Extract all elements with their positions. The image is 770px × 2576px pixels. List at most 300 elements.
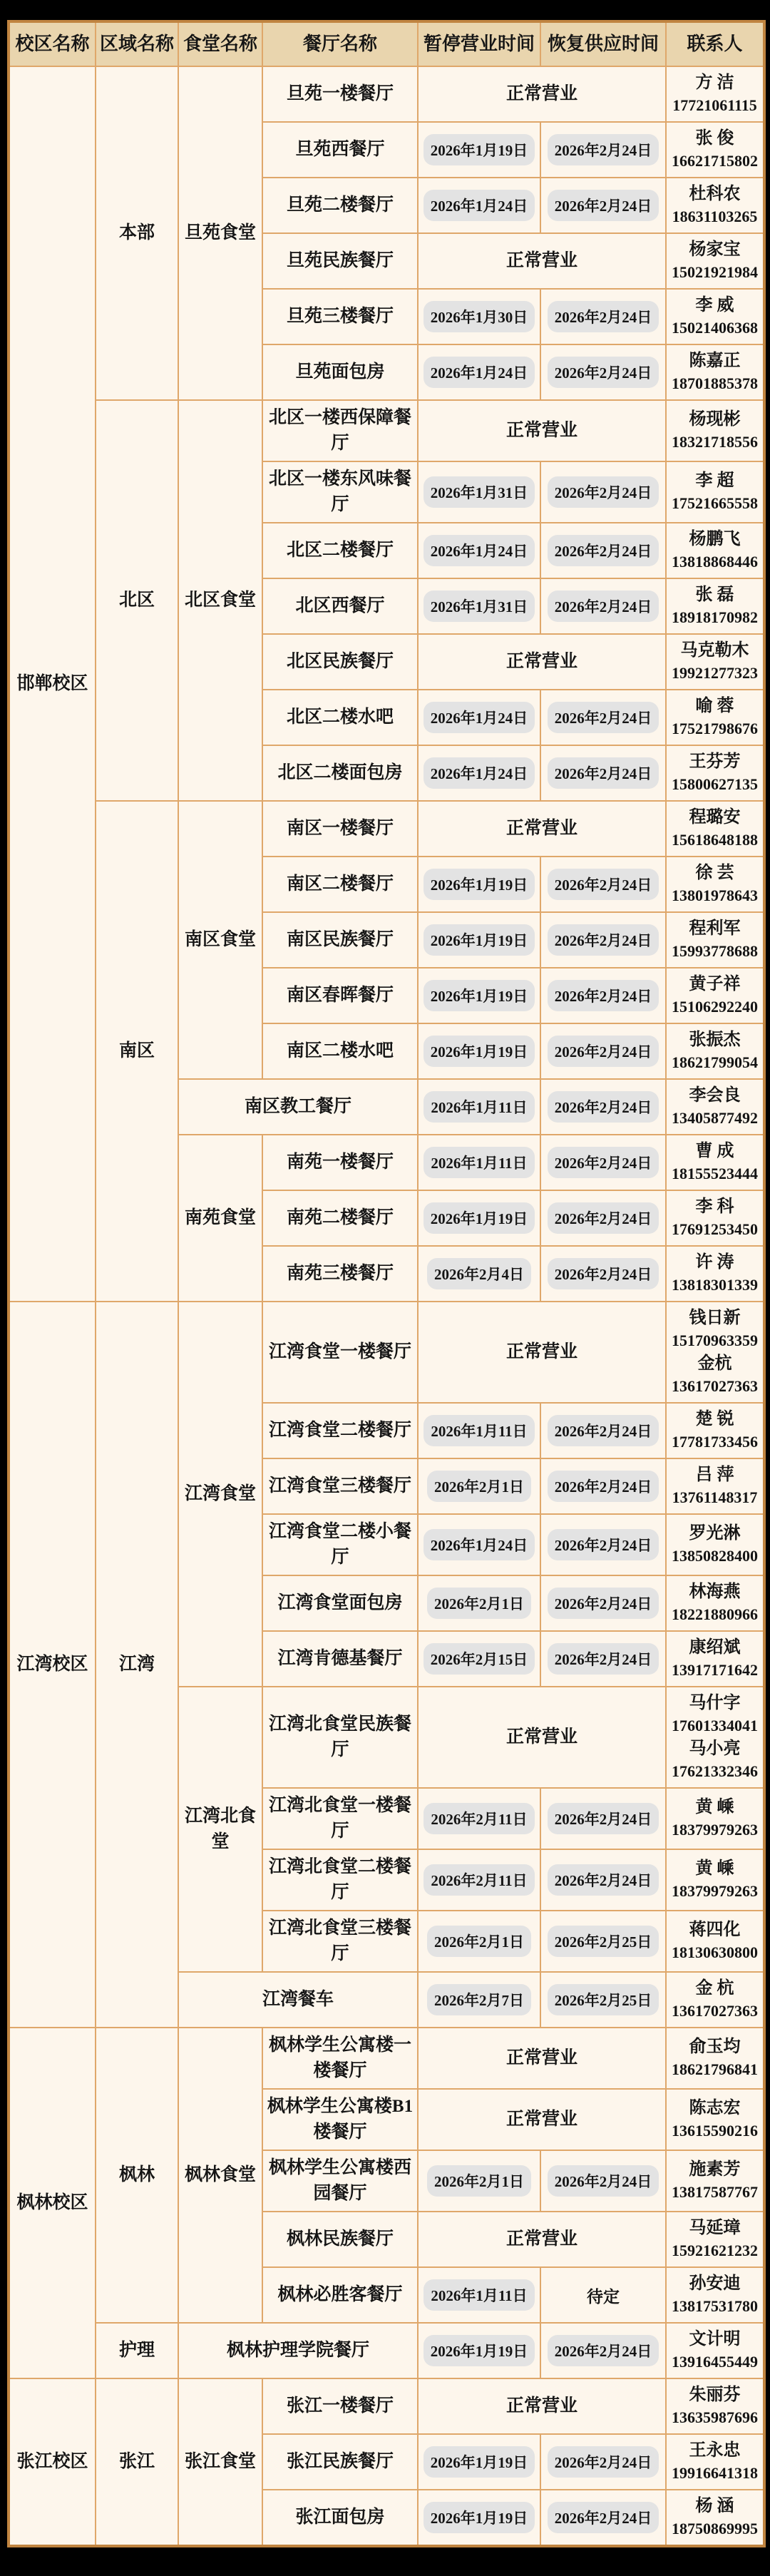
date-pill: 2026年1月19日: [423, 2446, 535, 2478]
canteen-name-cell: 南苑食堂: [178, 1135, 262, 1302]
region-name-cell: 江湾: [96, 1302, 178, 2028]
contact-name: 黄 嵊: [695, 1798, 734, 1816]
restaurant-name-cell: 枫林必胜客餐厅: [262, 2267, 418, 2323]
contact-name: 金 杭: [695, 1979, 734, 1998]
date-pill: 2026年2月24日: [548, 1864, 659, 1896]
contact-cell: [666, 400, 764, 461]
contact-name: 张 俊: [695, 129, 734, 148]
restaurant-name-cell: 北区民族餐厅: [262, 634, 418, 690]
contact-cell: [666, 2028, 764, 2089]
resume-date-cell: [540, 2150, 666, 2212]
resume-date-cell: [540, 1135, 666, 1190]
suspend-date-cell: [418, 968, 540, 1023]
contact-cell: [666, 1849, 764, 1911]
contact-phone: 17601334041: [672, 1717, 758, 1734]
contact-phone: 16621715802: [672, 152, 758, 170]
contact-phone: 13818301339: [672, 1276, 758, 1294]
date-pill: 2026年1月11日: [423, 1415, 534, 1446]
status-normal-cell: 正常营业: [418, 634, 666, 690]
canteen-name-cell: 张江食堂: [178, 2378, 262, 2546]
suspend-date-cell: [418, 2267, 540, 2323]
campus-name-cell: 枫林校区: [9, 2028, 96, 2378]
restaurant-name-cell: 南区民族餐厅: [262, 912, 418, 968]
contact-phone: 17781733456: [672, 1433, 758, 1451]
suspend-date-cell: [418, 1458, 540, 1514]
restaurant-name-cell: 南区春晖餐厅: [262, 968, 418, 1023]
canteen-name-cell: 江湾食堂: [178, 1302, 262, 1687]
date-pill: 2026年2月24日: [548, 869, 659, 900]
resume-date-cell: 待定: [540, 2267, 666, 2323]
date-pill: 2026年2月24日: [548, 134, 659, 165]
restaurant-name-cell: 南区教工餐厅: [178, 1079, 418, 1135]
status-normal-cell: 正常营业: [418, 66, 666, 122]
contact-phone: 17721061115: [672, 96, 757, 114]
date-pill: 2026年2月24日: [548, 2446, 659, 2478]
restaurant-name-cell: 江湾北食堂一楼餐厅: [262, 1788, 418, 1849]
suspend-date-cell: [418, 1631, 540, 1687]
suspend-date-cell: [418, 1575, 540, 1631]
date-pill: 2026年1月31日: [423, 591, 535, 622]
canteen-table: [7, 20, 766, 2547]
contact-name: 程璐安: [689, 808, 741, 827]
contact-name: 吕 萍: [695, 1466, 734, 1484]
date-pill: 2026年2月24日: [548, 757, 659, 789]
column-header: 餐厅名称: [262, 21, 418, 66]
date-pill: 2026年1月19日: [423, 1036, 535, 1067]
restaurant-name-cell: 南区二楼水吧: [262, 1023, 418, 1079]
date-pill: 2026年2月24日: [548, 357, 659, 388]
date-pill: 2026年1月30日: [423, 301, 535, 332]
contact-phone: 18918170982: [672, 608, 758, 626]
contact-cell: [666, 745, 764, 801]
contact-name: 王永忠: [689, 2441, 741, 2460]
contact-phone: 13817587767: [672, 2183, 758, 2201]
campus-name-cell: 邯郸校区: [9, 66, 96, 1302]
contact-cell: [666, 289, 764, 344]
restaurant-name-cell: 张江一楼餐厅: [262, 2378, 418, 2434]
contact-name: 孙安迪: [689, 2274, 741, 2293]
contact-name: 朱丽芬: [689, 2386, 741, 2404]
contact-phone: 15170963359: [672, 1332, 758, 1349]
contact-name: 马小亮: [689, 1739, 741, 1758]
restaurant-name-cell: 江湾北食堂民族餐厅: [262, 1687, 418, 1788]
contact-cell: [666, 912, 764, 968]
suspend-date-cell: [418, 1849, 540, 1911]
contact-cell: [666, 2378, 764, 2434]
restaurant-name-cell: 旦苑三楼餐厅: [262, 289, 418, 344]
suspend-date-cell: [418, 1079, 540, 1135]
date-pill: 2026年1月19日: [423, 980, 535, 1011]
contact-phone: 18750869995: [672, 2520, 758, 2537]
resume-date-cell: [540, 1246, 666, 1302]
date-pill: 2026年1月24日: [423, 1529, 535, 1560]
contact-cell: [666, 1972, 764, 2028]
restaurant-name-cell: 江湾食堂一楼餐厅: [262, 1302, 418, 1403]
contact-phone: 17521798676: [672, 720, 758, 737]
suspend-date-cell: [418, 122, 540, 178]
region-name-cell: 北区: [96, 400, 178, 801]
date-pill: 2026年1月19日: [423, 2335, 535, 2366]
suspend-date-cell: [418, 578, 540, 634]
date-pill: 2026年2月24日: [548, 1471, 659, 1502]
contact-phone: 13850828400: [672, 1547, 758, 1565]
contact-phone: 18221880966: [672, 1605, 758, 1623]
canteen-name-cell: 南区食堂: [178, 801, 262, 1079]
resume-date-cell: [540, 2323, 666, 2378]
suspend-date-cell: [418, 1788, 540, 1849]
contact-name: 黄子祥: [689, 975, 741, 993]
suspend-date-cell: [418, 2150, 540, 2212]
contact-cell: [666, 178, 764, 233]
date-pill: 2026年2月24日: [548, 980, 659, 1011]
contact-cell: [666, 1190, 764, 1246]
date-pill: 2026年2月24日: [548, 1588, 659, 1619]
restaurant-name-cell: 张江民族餐厅: [262, 2434, 418, 2490]
contact-cell: [666, 634, 764, 690]
contact-name: 罗光淋: [689, 1524, 741, 1543]
contact-phone: 13817531780: [672, 2297, 758, 2315]
restaurant-name-cell: 江湾食堂面包房: [262, 1575, 418, 1631]
restaurant-name-cell: 南苑一楼餐厅: [262, 1135, 418, 1190]
table-row: [9, 400, 764, 461]
contact-cell: [666, 1246, 764, 1302]
contact-cell: [666, 1135, 764, 1190]
contact-phone: 17691253450: [672, 1220, 758, 1238]
date-pill: 2026年2月24日: [548, 1803, 659, 1834]
date-pill: 2026年2月1日: [427, 1588, 531, 1619]
canteen-name-cell: 江湾北食堂: [178, 1687, 262, 1972]
contact-name: 杨鹏飞: [689, 530, 741, 548]
date-pill: 2026年2月1日: [427, 2165, 531, 2197]
date-pill: 2026年1月24日: [423, 535, 535, 566]
date-pill: 2026年1月19日: [423, 1202, 535, 1234]
contact-phone: 18701885378: [672, 374, 758, 392]
contact-phone: 13761148317: [672, 1488, 758, 1506]
contact-cell: [666, 1023, 764, 1079]
column-header: 食堂名称: [178, 21, 262, 66]
restaurant-name-cell: 旦苑一楼餐厅: [262, 66, 418, 122]
suspend-date-cell: [418, 1514, 540, 1575]
contact-cell: [666, 233, 764, 289]
restaurant-name-cell: 旦苑二楼餐厅: [262, 178, 418, 233]
suspend-date-cell: [418, 1911, 540, 1972]
campus-name-cell: 江湾校区: [9, 1302, 96, 2028]
contact-cell: [666, 968, 764, 1023]
contact-cell: [666, 1911, 764, 1972]
contact-name: 王芬芳: [689, 752, 741, 771]
restaurant-name-cell: 南区二楼餐厅: [262, 857, 418, 912]
resume-date-cell: [540, 1514, 666, 1575]
contact-phone: 19916641318: [672, 2464, 758, 2482]
contact-cell: [666, 1514, 764, 1575]
date-pill: 2026年1月24日: [423, 757, 535, 789]
suspend-date-cell: [418, 1135, 540, 1190]
resume-date-cell: [540, 289, 666, 344]
date-pill: 2026年2月24日: [548, 591, 659, 622]
canteen-name-cell: 枫林食堂: [178, 2028, 262, 2323]
contact-cell: [666, 801, 764, 857]
restaurant-name-cell: 江湾北食堂三楼餐厅: [262, 1911, 418, 1972]
restaurant-name-cell: 江湾食堂二楼餐厅: [262, 1403, 418, 1458]
resume-date-cell: [540, 1911, 666, 1972]
date-pill: 2026年2月24日: [548, 1529, 659, 1560]
contact-phone: 18155523444: [672, 1165, 758, 1182]
restaurant-name-cell: 江湾肯德基餐厅: [262, 1631, 418, 1687]
contact-phone: 13635987696: [672, 2408, 758, 2426]
contact-cell: [666, 2267, 764, 2323]
table-row: [9, 66, 764, 122]
resume-date-cell: [540, 1849, 666, 1911]
table-row: [9, 2028, 764, 2089]
restaurant-name-cell: 北区西餐厅: [262, 578, 418, 634]
contact-phone: 13617027363: [672, 1377, 758, 1395]
status-normal-cell: 正常营业: [418, 233, 666, 289]
contact-cell: [666, 1687, 764, 1788]
contact-phone: 15618648188: [672, 831, 758, 849]
suspend-date-cell: [418, 523, 540, 578]
date-pill: 2026年2月24日: [548, 2502, 659, 2533]
contact-cell: [666, 2150, 764, 2212]
suspend-date-cell: [418, 1023, 540, 1079]
restaurant-name-cell: 北区二楼餐厅: [262, 523, 418, 578]
date-pill: 2026年1月19日: [423, 134, 535, 165]
suspend-date-cell: [418, 344, 540, 400]
suspend-date-cell: [418, 1246, 540, 1302]
date-pill: 2026年2月11日: [423, 1803, 534, 1834]
contact-phone: 18631103265: [672, 208, 758, 225]
contact-name: 马克勒木: [680, 641, 749, 660]
suspend-date-cell: [418, 1403, 540, 1458]
contact-phone: 18621799054: [672, 1053, 758, 1071]
contact-cell: [666, 1458, 764, 1514]
status-normal-cell: 正常营业: [418, 2378, 666, 2434]
suspend-date-cell: [418, 2323, 540, 2378]
date-pill: 2026年1月31日: [423, 476, 535, 508]
suspend-date-cell: [418, 289, 540, 344]
contact-name: 金杭: [697, 1354, 732, 1373]
status-normal-cell: 正常营业: [418, 2089, 666, 2150]
contact-cell: [666, 857, 764, 912]
restaurant-name-cell: 北区二楼面包房: [262, 745, 418, 801]
restaurant-name-cell: 旦苑西餐厅: [262, 122, 418, 178]
contact-name: 林海燕: [689, 1583, 741, 1601]
column-header: 恢复供应时间: [540, 21, 666, 66]
resume-date-cell: [540, 745, 666, 801]
restaurant-name-cell: 北区一楼东风味餐厅: [262, 461, 418, 523]
table-row: [9, 2378, 764, 2434]
restaurant-name-cell: 南苑三楼餐厅: [262, 1246, 418, 1302]
date-pill: 2026年1月19日: [423, 869, 535, 900]
resume-date-cell: [540, 523, 666, 578]
restaurant-name-cell: 江湾餐车: [178, 1972, 418, 2028]
contact-cell: [666, 578, 764, 634]
contact-name: 喻 蓉: [695, 697, 734, 715]
contact-name: 李 科: [695, 1197, 734, 1216]
contact-phone: 18379979263: [672, 1882, 758, 1900]
contact-name: 方 洁: [695, 73, 734, 92]
resume-date-cell: [540, 912, 666, 968]
date-pill: 2026年2月24日: [548, 702, 659, 733]
resume-date-cell: [540, 344, 666, 400]
contact-name: 施素芳: [689, 2160, 741, 2179]
contact-cell: [666, 1302, 764, 1403]
date-pill: 2026年2月24日: [548, 1415, 659, 1446]
contact-phone: 15021921984: [672, 263, 758, 281]
resume-date-cell: [540, 1023, 666, 1079]
table-row: [9, 801, 764, 857]
resume-date-cell: [540, 178, 666, 233]
suspend-date-cell: [418, 2490, 540, 2546]
contact-cell: [666, 690, 764, 745]
suspend-date-cell: [418, 461, 540, 523]
date-pill: 2026年2月24日: [548, 2165, 659, 2197]
date-pill: 2026年1月11日: [423, 1147, 534, 1178]
header-row: [9, 21, 764, 66]
suspend-date-cell: [418, 2434, 540, 2490]
contact-name: 李 超: [695, 471, 734, 490]
restaurant-name-cell: 江湾北食堂二楼餐厅: [262, 1849, 418, 1911]
date-pill: 2026年2月24日: [548, 1258, 659, 1289]
suspend-date-cell: [418, 178, 540, 233]
contact-phone: 18130630800: [672, 1943, 758, 1961]
contact-cell: [666, 2434, 764, 2490]
resume-date-cell: [540, 2434, 666, 2490]
contact-name: 许 涛: [695, 1253, 734, 1272]
resume-date-cell: [540, 1190, 666, 1246]
resume-date-cell: [540, 1403, 666, 1458]
region-name-cell: 南区: [96, 801, 178, 1302]
contact-cell: [666, 1079, 764, 1135]
resume-date-cell: [540, 2490, 666, 2546]
restaurant-name-cell: 北区二楼水吧: [262, 690, 418, 745]
restaurant-name-cell: 旦苑面包房: [262, 344, 418, 400]
contact-name: 杜科农: [689, 185, 741, 203]
date-pill: 2026年1月11日: [423, 2279, 534, 2311]
campus-name-cell: 张江校区: [9, 2378, 96, 2546]
date-pill: 2026年2月24日: [548, 190, 659, 221]
restaurant-name-cell: 枫林护理学院餐厅: [178, 2323, 418, 2378]
date-pill: 2026年2月25日: [548, 1926, 659, 1957]
contact-cell: [666, 461, 764, 523]
date-pill: 2026年2月25日: [548, 1984, 659, 2015]
contact-name: 张振杰: [689, 1031, 741, 1049]
column-header: 暂停营业时间: [418, 21, 540, 66]
restaurant-name-cell: 枫林学生公寓楼一楼餐厅: [262, 2028, 418, 2089]
contact-name: 黄 嵊: [695, 1859, 734, 1878]
suspend-date-cell: [418, 690, 540, 745]
contact-name: 马什字: [689, 1694, 741, 1712]
contact-phone: 18621796841: [672, 2060, 758, 2078]
contact-cell: [666, 1403, 764, 1458]
suspend-date-cell: [418, 912, 540, 968]
resume-date-cell: [540, 461, 666, 523]
suspend-date-cell: [418, 857, 540, 912]
date-pill: 2026年2月15日: [423, 1643, 535, 1675]
contact-name: 程利军: [689, 919, 741, 938]
contact-phone: 15921621232: [672, 2242, 758, 2259]
suspend-date-cell: [418, 745, 540, 801]
date-pill: 2026年1月24日: [423, 702, 535, 733]
contact-name: 李 威: [695, 296, 734, 315]
date-pill: 2026年2月24日: [548, 1036, 659, 1067]
restaurant-name-cell: 南苑二楼餐厅: [262, 1190, 418, 1246]
restaurant-name-cell: 南区一楼餐厅: [262, 801, 418, 857]
date-pill: 2026年2月24日: [548, 1147, 659, 1178]
resume-date-cell: [540, 1458, 666, 1514]
restaurant-name-cell: 枫林学生公寓楼西园餐厅: [262, 2150, 418, 2212]
contact-phone: 18379979263: [672, 1821, 758, 1839]
date-pill: 2026年2月24日: [548, 2335, 659, 2366]
restaurant-name-cell: 江湾食堂三楼餐厅: [262, 1458, 418, 1514]
contact-name: 俞玉均: [689, 2038, 741, 2056]
resume-date-cell: [540, 1631, 666, 1687]
canteen-name-cell: 旦苑食堂: [178, 66, 262, 400]
contact-phone: 13615590216: [672, 2122, 758, 2140]
status-normal-cell: 正常营业: [418, 801, 666, 857]
region-name-cell: 张江: [96, 2378, 178, 2546]
resume-date-cell: [540, 122, 666, 178]
date-pill: 2026年2月24日: [548, 924, 659, 956]
contact-phone: 13818868446: [672, 553, 758, 571]
contact-phone: 18321718556: [672, 433, 758, 451]
contact-name: 文计明: [689, 2330, 741, 2348]
suspend-date-cell: [418, 1972, 540, 2028]
resume-date-cell: [540, 1575, 666, 1631]
contact-cell: [666, 2089, 764, 2150]
date-pill: 2026年2月24日: [548, 301, 659, 332]
contact-phone: 15021406368: [672, 319, 758, 337]
contact-phone: 15800627135: [672, 775, 758, 793]
contact-name: 陈志宏: [689, 2099, 741, 2117]
contact-cell: [666, 2323, 764, 2378]
resume-date-cell: [540, 1079, 666, 1135]
table-body: [9, 66, 764, 2546]
resume-date-cell: [540, 968, 666, 1023]
restaurant-name-cell: 北区一楼西保障餐厅: [262, 400, 418, 461]
date-pill: 2026年2月24日: [548, 535, 659, 566]
contact-name: 陈嘉正: [689, 352, 741, 370]
status-normal-cell: 正常营业: [418, 400, 666, 461]
column-header: 联系人: [666, 21, 764, 66]
contact-cell: [666, 122, 764, 178]
contact-name: 楚 锐: [695, 1410, 734, 1428]
region-name-cell: 护理: [96, 2323, 178, 2378]
resume-date-cell: [540, 690, 666, 745]
restaurant-name-cell: 张江面包房: [262, 2490, 418, 2546]
status-normal-cell: 正常营业: [418, 2028, 666, 2089]
contact-cell: [666, 1575, 764, 1631]
date-pill: 2026年2月24日: [548, 1643, 659, 1675]
resume-date-cell: [540, 1788, 666, 1849]
table-row: [9, 1302, 764, 1403]
contact-phone: 17621332346: [672, 1762, 758, 1780]
contact-name: 马延璋: [689, 2219, 741, 2237]
date-pill: 2026年1月11日: [423, 1091, 534, 1123]
resume-date-cell: [540, 1972, 666, 2028]
date-pill: 2026年2月11日: [423, 1864, 534, 1896]
contact-phone: 19921277323: [672, 664, 758, 682]
date-pill: 2026年2月24日: [548, 1091, 659, 1123]
status-normal-cell: 正常营业: [418, 1687, 666, 1788]
canteen-name-cell: 北区食堂: [178, 400, 262, 801]
contact-name: 张 磊: [695, 586, 734, 604]
column-header: 区域名称: [96, 21, 178, 66]
contact-phone: 13916455449: [672, 2353, 758, 2371]
contact-cell: [666, 1631, 764, 1687]
resume-date-cell: [540, 578, 666, 634]
contact-phone: 15106292240: [672, 998, 758, 1016]
table-header: [9, 21, 764, 66]
